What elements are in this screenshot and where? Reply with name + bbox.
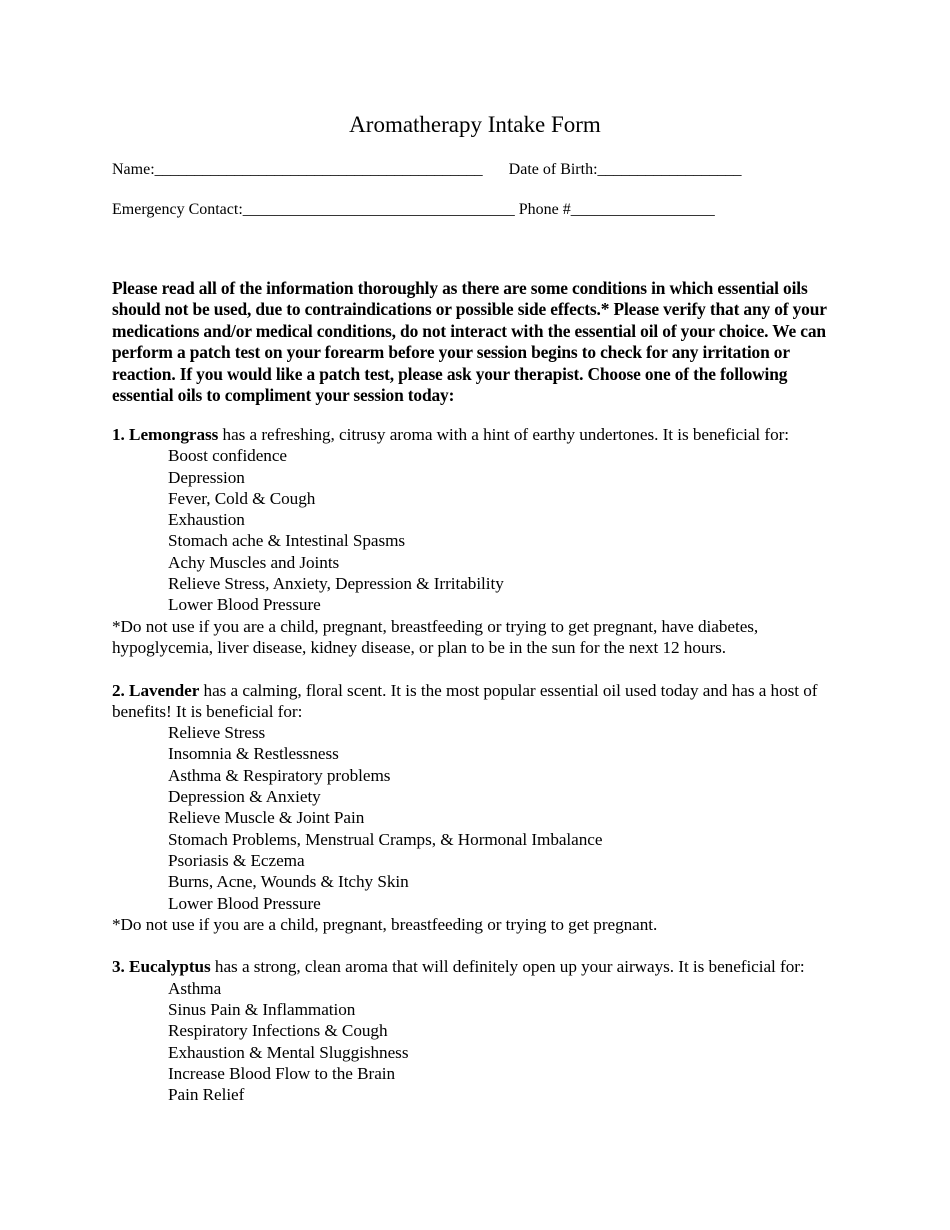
date-of-birth-field[interactable]: Date of Birth:__________________ — [508, 161, 742, 178]
oil-name: 3. Eucalyptus — [112, 957, 211, 977]
oil-warning: *Do not use if you are a child, pregnant, breastfeeding or trying to get pregnant, have diabetes, hypoglycemia, liver disease, kidney disease, or plan to be in the sun for the next 12 hours. — [112, 616, 759, 657]
oil-name: 2. Lavender — [112, 680, 200, 700]
list-item: Asthma — [168, 978, 222, 998]
list-item: Asthma & Respiratory problems — [168, 765, 391, 785]
list-item: Psoriasis & Eczema — [168, 850, 305, 870]
oil-description: has a strong, clean aroma that will definitely open up your airways. It is beneficial for: — [210, 957, 805, 977]
name-field[interactable]: Name:_________________________________________ — [112, 161, 483, 178]
list-item: Depression & Anxiety — [168, 787, 321, 807]
intro-notice — [112, 278, 852, 406]
intro-text: Please read all of the information thoroughly as there are some conditions in which essential oils should not be used, due to contraindications or possible side effects.* Please verify that any of your medications and/or medical conditions, do not interact with the essential oil of your choice. We can perform a patch test on your forearm before your session begins to check for any irritation or reaction. If you would like a patch test, please ask your therapist. Choose one of the following essential oils to compliment your session today: — [112, 278, 827, 406]
list-item: Lower Blood Pressure — [168, 595, 321, 615]
list-item: Pain Relief — [168, 1085, 245, 1105]
list-item: Exhaustion & Mental Sluggishness — [168, 1042, 409, 1062]
oil-heading — [112, 956, 852, 977]
oil-name: 1. Lemongrass — [112, 425, 219, 444]
form-title: Aromatherapy Intake Form — [349, 112, 601, 137]
phone-field[interactable]: Phone #__________________ — [518, 201, 715, 218]
oil-description: has a refreshing, citrusy aroma with a hint of earthy undertones. It is beneficial for: — [218, 425, 790, 444]
oil-sections — [112, 424, 852, 1127]
benefit-list — [112, 978, 852, 1106]
oil-heading — [112, 424, 852, 445]
oil-section-lemongrass — [112, 424, 852, 658]
list-item: Burns, Acne, Wounds & Itchy Skin — [168, 872, 409, 892]
benefit-list — [112, 445, 852, 615]
list-item: Sinus Pain & Inflammation — [168, 1000, 356, 1020]
list-item: Boost confidence — [168, 446, 288, 466]
list-item: Respiratory Infections & Cough — [168, 1021, 388, 1041]
oil-heading — [112, 680, 852, 723]
list-item: Depression — [168, 467, 245, 487]
list-item: Lower Blood Pressure — [168, 893, 321, 913]
list-item: Relieve Muscle & Joint Pain — [168, 808, 365, 828]
list-item: Insomnia & Restlessness — [168, 744, 339, 764]
list-item: Stomach ache & Intestinal Spasms — [168, 531, 406, 551]
list-item: Stomach Problems, Menstrual Cramps, & Hormonal Imbalance — [168, 829, 603, 849]
benefit-list — [112, 722, 852, 914]
list-item: Relieve Stress — [168, 723, 266, 743]
list-item: Exhaustion — [168, 510, 245, 530]
oil-warning: *Do not use if you are a child, pregnant, breastfeeding or trying to get pregnant. — [112, 914, 658, 934]
oil-section-lavender — [112, 680, 852, 936]
list-item: Increase Blood Flow to the Brain — [168, 1063, 396, 1083]
list-item: Relieve Stress, Anxiety, Depression & Irritability — [168, 574, 504, 594]
list-item: Fever, Cold & Cough — [168, 488, 316, 508]
oil-description: has a calming, floral scent. It is the most popular essential oil used today and has a host of benefits! It is beneficial for: — [112, 680, 818, 721]
field-row-emergency — [112, 200, 715, 220]
field-row-name — [112, 160, 742, 180]
list-item: Achy Muscles and Joints — [168, 552, 340, 572]
emergency-contact-field[interactable]: Emergency Contact:__________________________________ — [112, 201, 515, 218]
oil-section-eucalyptus — [112, 956, 852, 1105]
